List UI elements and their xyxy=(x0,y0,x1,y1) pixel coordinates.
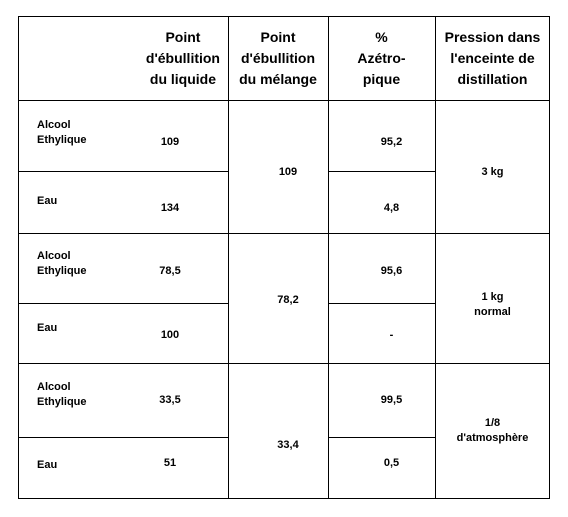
group1-row2-azeotrope xyxy=(328,199,455,217)
azeotrope-value: 4,8 xyxy=(383,201,400,214)
group3-row2-azeotrope xyxy=(328,454,455,472)
group3-boiling-mixture xyxy=(228,436,348,454)
group2-boiling-mixture xyxy=(228,291,348,309)
pressure-value: 3 kg xyxy=(481,165,504,178)
group2-row2-name xyxy=(37,320,97,336)
component-name: Alcool Ethylique xyxy=(37,119,87,146)
group2-row2-azeotrope xyxy=(328,326,455,344)
group1-pressure xyxy=(435,163,550,181)
distillation-table xyxy=(18,16,550,499)
group2-row2-boiling xyxy=(148,326,192,344)
group2-row-divider xyxy=(18,303,228,304)
azeotrope-value: 95,2 xyxy=(380,135,403,148)
group1-row-divider xyxy=(18,171,228,172)
group-divider-1 xyxy=(18,233,550,234)
group3-row-divider xyxy=(18,437,228,438)
component-name: Alcool Ethylique xyxy=(37,250,87,277)
table-border-bottom xyxy=(18,498,550,499)
component-name: Alcool Ethylique xyxy=(37,381,87,408)
boiling-mixture-value: 109 xyxy=(278,165,298,178)
header-pressure xyxy=(435,16,550,100)
boiling-mixture-value: 33,4 xyxy=(277,438,299,451)
boiling-liquid-value: 134 xyxy=(160,201,180,214)
group3-row2-name xyxy=(37,457,97,473)
group1-row2-name xyxy=(37,193,97,209)
header-pressure-text: Pression dans l'enceinte de distillation xyxy=(444,28,541,87)
azeotrope-value: - xyxy=(389,328,394,341)
azeotrope-value: 95,6 xyxy=(380,264,403,277)
group1-row1-azeotrope xyxy=(328,133,455,151)
group1-row2-boiling xyxy=(148,199,192,217)
boiling-liquid-value: 78,5 xyxy=(159,264,181,277)
group3-row1-name xyxy=(37,380,137,420)
header-azeotrope xyxy=(328,16,435,100)
group-divider-2 xyxy=(18,363,550,364)
pressure-value: 1/8 d'atmosphère xyxy=(456,417,529,444)
azeotrope-value: 0,5 xyxy=(383,456,400,469)
header-boiling-mixture-text: Point d'ébullition du mélange xyxy=(239,28,317,87)
boiling-liquid-value: 100 xyxy=(160,328,180,341)
header-boiling-liquid xyxy=(18,16,228,100)
group2-row1-boiling xyxy=(148,262,192,280)
group2-row1-name xyxy=(37,249,137,289)
component-name: Eau xyxy=(37,194,58,207)
group3-row2-boiling xyxy=(148,454,192,472)
boiling-liquid-value: 51 xyxy=(163,456,177,469)
azeotrope-value: 99,5 xyxy=(380,393,403,406)
group3-row1-boiling xyxy=(148,391,192,409)
group1-row1-boiling xyxy=(148,133,192,151)
component-name: Eau xyxy=(37,321,58,334)
header-boiling-mixture xyxy=(228,16,328,100)
header-boiling-liquid-text: Point d'ébullition du liquide xyxy=(145,28,220,87)
group3-row1-azeotrope xyxy=(328,391,455,409)
header-divider xyxy=(18,100,550,101)
pressure-value: 1 kg normal xyxy=(474,291,511,318)
group3-pressure xyxy=(435,414,550,448)
group1-boiling-mixture xyxy=(228,163,348,181)
group2-pressure xyxy=(435,288,550,322)
group1-row1-name xyxy=(37,118,137,158)
group2-row1-azeotrope xyxy=(328,262,455,280)
boiling-mixture-value: 78,2 xyxy=(277,293,299,306)
header-azeotrope-text: % Azétro- pique xyxy=(357,28,406,87)
boiling-liquid-value: 33,5 xyxy=(159,393,181,406)
component-name: Eau xyxy=(37,458,58,471)
boiling-liquid-value: 109 xyxy=(160,135,180,148)
